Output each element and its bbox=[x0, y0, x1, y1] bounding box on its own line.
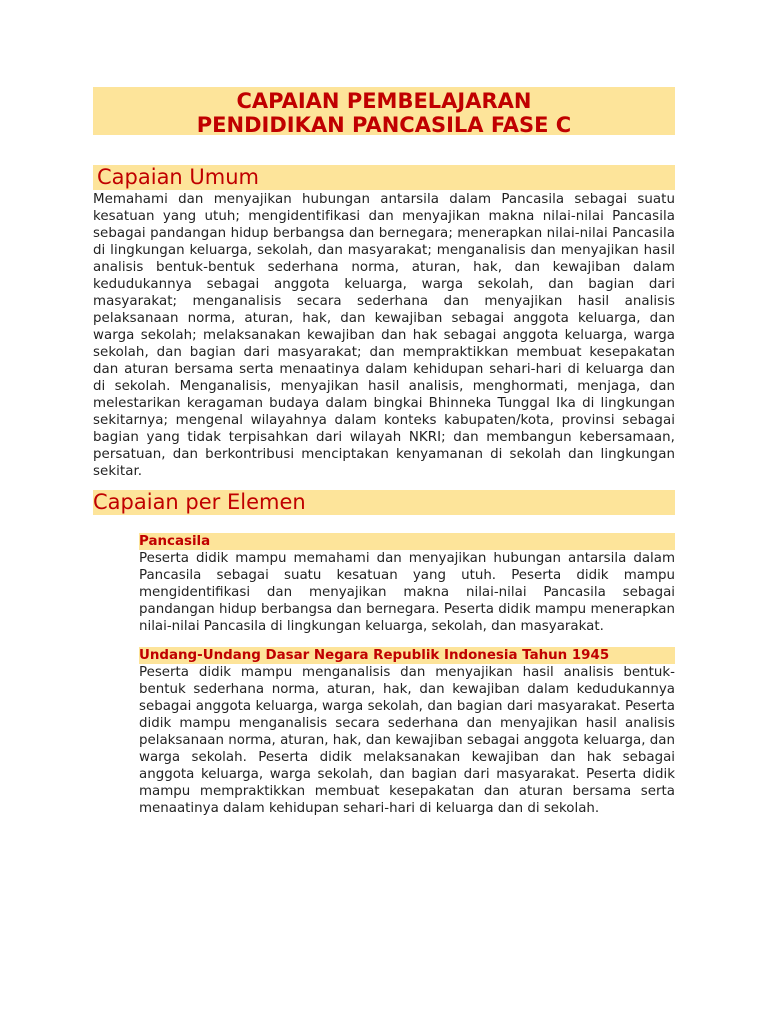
document-page bbox=[93, 87, 675, 817]
document-title-line1: CAPAIAN PEMBELAJARAN bbox=[236, 89, 532, 113]
element-paragraph: Peserta didik mampu memahami dan menyajikan hubungan antarsila dalam Pancasila sebagai suatu kesatuan yang utuh. Peserta didik mampu mengidentifikasi dan menyajikan makna nilai-nilai Pancasila sebagai pandangan hidup berbangsa dan bernegara. Peserta didik mampu menerapkan nilai-nilai Pancasila di lingkungan keluarga, sekolah, dan masyarakat. bbox=[139, 551, 675, 634]
element-title: Undang-Undang Dasar Negara Republik Indonesia Tahun 1945 bbox=[139, 647, 675, 664]
capaian-umum-paragraph: Memahami dan menyajikan hubungan antarsila dalam Pancasila sebagai suatu kesatuan yang utuh; mengidentifikasi dan menyajikan makna nilai-nilai Pancasila sebagai pandangan hidup berbangsa dan bernegara; menerapkan nilai-nilai Pancasila di lingkungan keluarga, sekolah, dan masyarakat; menganalisis dan menyajikan hasil analisis bentuk-bentuk sederhana norma, aturan, hak, dan kewajiban dalam kedudukannya sebagai anggota keluarga, warga sekolah, dan bagian dari masyarakat; menganalisis secara sederhana dan menyajikan hasil analisis pelaksanaan norma, aturan, hak, dan kewajiban sebagai anggota keluarga, dan warga sekolah; melaksanakan kewajiban dan hak sebagai anggota keluarga, warga sekolah, dan bagian dari masyarakat; dan mempraktikkan membuat kesepakatan dan aturan bersama serta menaatinya dalam kehidupan sehari-hari di keluarga dan di sekolah. Menganalisis, menyajikan hasil analisis, menghormati, menjaga, dan melestarikan keragaman budaya dalam bingkai Bhinneka Tunggal Ika di lingkungan sekitarnya; mengenal wilayahnya dalam konteks kabupaten/kota, provinsi sebagai bagian yang tidak terpisahkan dari wilayah NKRI; dan membangun kebersamaan, persatuan, dan berkontribusi menciptakan kenyamanan di sekolah dan lingkungan sekitar. bbox=[93, 192, 675, 479]
document-title-box bbox=[93, 87, 675, 135]
element-paragraph: Peserta didik mampu menganalisis dan menyajikan hasil analisis bentuk-bentuk sederhana norma, aturan, hak, dan kewajiban dalam kedudukannya sebagai anggota keluarga, warga sekolah, dan bagian dari masyarakat. Peserta didik mampu menganalisis secara sederhana dan menyajikan hasil analisis pelaksanaan norma, aturan, hak, dan kewajiban sebagai anggota keluarga, dan warga sekolah. Peserta didik melaksanakan kewajiban dan hak sebagai anggota keluarga, warga sekolah, dan bagian dari masyarakat. Peserta didik mampu mempraktikkan membuat kesepakatan dan aturan bersama serta menaatinya dalam kehidupan sehari-hari di keluarga dan di sekolah. bbox=[139, 665, 675, 816]
element-uud-1945 bbox=[139, 647, 675, 817]
element-pancasila bbox=[139, 533, 675, 635]
capaian-elemen-heading: Capaian per Elemen bbox=[93, 490, 675, 515]
document-title-line2: PENDIDIKAN PANCASILA FASE C bbox=[196, 113, 572, 137]
capaian-umum-heading: Capaian Umum bbox=[93, 165, 675, 190]
element-title: Pancasila bbox=[139, 533, 675, 550]
